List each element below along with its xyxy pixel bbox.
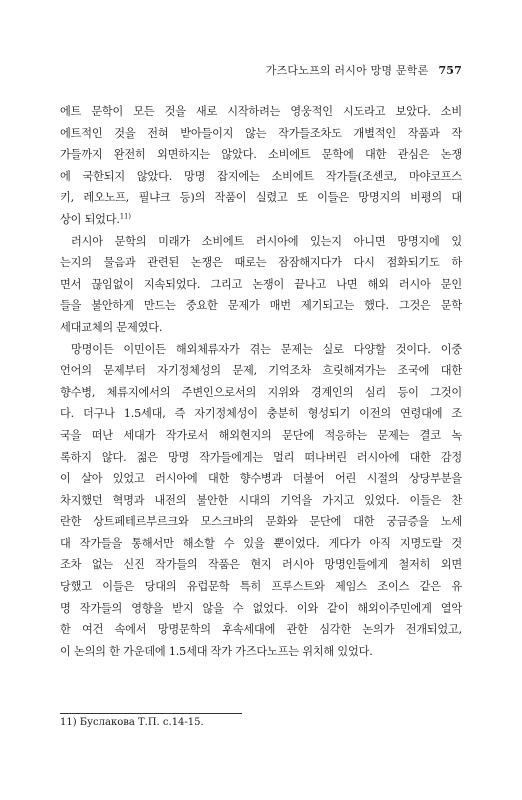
text-line: 에트 문학이 모든 것을 새로 시작하려는 영웅적인 시도라고 보았다. 소비 xyxy=(60,105,462,118)
running-header xyxy=(266,62,462,78)
text-line: 키, 레오노프, 필냐크 등)의 작품이 실렸고 또 이들은 망명지의 비평의 대 xyxy=(60,191,462,205)
text-line: 록하지 않다. 젊은 망명 작가들에게는 멀리 떠나버린 러시아에 대한 감정 xyxy=(60,450,462,464)
text-line: 이 살아 있었고 러시아에 대한 향수병과 더불어 어린 시절의 상당부분을 xyxy=(60,472,462,486)
text-line: 한 여건 속에서 망명문학의 후속세대에 관한 심각한 논의가 전개되었고, xyxy=(60,623,462,637)
text-line: 다. 더구나 1.5세대, 즉 자기정체성이 충분히 형성되기 이전의 연령대에 조 xyxy=(60,407,462,421)
text-line: 차지했던 혁명과 내전의 불안한 시대의 기억을 가지고 있었다. 이들은 찬 xyxy=(60,493,462,507)
footnote-reference: 11) xyxy=(119,212,131,221)
text-line: 가들까지 완전히 외면하지는 않았다. 소비에트 문학에 대한 관심은 논쟁 xyxy=(60,148,462,162)
text-line: 들을 불안하게 만드는 중요한 문제가 매번 제기되고는 했다. 그것은 문학 xyxy=(60,299,462,313)
body-text xyxy=(60,101,462,662)
text-line: 에트적인 것을 전혀 받아들이지 않는 작가들조차도 개별적인 작품과 작 xyxy=(60,126,462,140)
text-line: 국을 떠난 세대가 작가로서 해외현지의 문단에 적응하는 문제는 결코 녹 xyxy=(60,428,462,442)
text-line: 는지의 물음과 관련된 논쟁은 때로는 잠잠해지다가 다시 점화되기도 하 xyxy=(60,256,462,270)
text-line: 란한 상트페테르부르크와 모스크바의 문화와 문단에 대한 궁금증을 노세 xyxy=(60,515,462,529)
text-line: 이 논의의 한 가운데에 1.5세대 작가 가즈다노프는 위치해 있었다. xyxy=(60,644,373,658)
text-line: 망명이든 이민이든 해외체류자가 겪는 문제는 실로 다양할 것이다. 이중 xyxy=(71,342,462,356)
text-line: 당했고 이들은 당대의 유럽문학 특히 프루스트와 제임스 조이스 같은 유 xyxy=(60,580,462,594)
text-line-with-note xyxy=(60,209,462,231)
text-line: 명 작가들의 영향을 받지 않을 수 없었다. 이와 같이 해외이주민에게 열악 xyxy=(60,601,462,615)
text-line: 러시아 문학의 미래가 소비에트 러시아에 있는지 아니면 망명지에 있 xyxy=(71,234,462,248)
text-line: 대 작가들을 통해서만 해소할 수 있을 뿐이었다. 게다가 아직 지명도랄 것 xyxy=(60,536,462,550)
text-line: 언어의 문제부터 자기정체성의 문제, 기억조차 흐릿해져가는 조국에 대한 xyxy=(60,364,462,378)
text-line: 향수병, 체류지에서의 주변인으로서의 지위와 경계인의 심리 등이 그것이 xyxy=(60,385,462,399)
text-line: 에 국한되지 않았다. 망명 잡지에는 소비에트 작가들(조센코, 마야코프스 xyxy=(60,169,462,183)
text-line: 면서 끊임없이 지속되었다. 그리고 논쟁이 끝나고 나면 해외 러시아 문인 xyxy=(60,277,462,291)
text-line: 상이 되었다. xyxy=(60,212,120,226)
footnote-divider xyxy=(60,713,242,714)
text-line: 조차 없는 신진 작가들의 작품은 현지 러시아 망명인들에게 철저히 외면 xyxy=(60,558,462,572)
running-title: 가즈다노프의 러시아 망명 문학론 xyxy=(265,64,429,77)
page-number: 757 xyxy=(438,64,462,77)
footnote: 11) Буслакова Т.П. с.14-15. xyxy=(60,717,204,728)
text-line: 세대교체의 문제였다. xyxy=(60,320,163,334)
